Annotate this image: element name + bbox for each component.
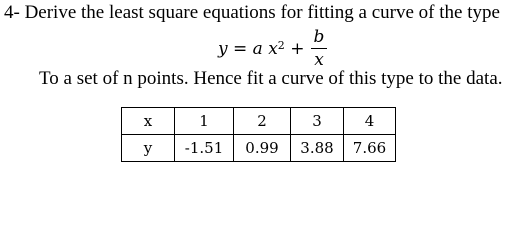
table-row-y	[122, 135, 396, 162]
problem-instruction: To a set of n points. Hence fit a curve of this type to the data.	[39, 68, 503, 89]
table-cell: 3.88	[291, 135, 344, 162]
table-cell: 7.66	[344, 135, 396, 162]
table-cell: 4	[344, 108, 396, 135]
table-cell: 2	[234, 108, 291, 135]
table-cell: -1.51	[175, 135, 234, 162]
data-table	[121, 107, 396, 162]
table-cell: 1	[175, 108, 234, 135]
equation-lhs	[218, 39, 304, 59]
table-cell: 0.99	[234, 135, 291, 162]
table-row-x	[122, 108, 396, 135]
equation-fraction	[311, 27, 327, 70]
equation-plus: +	[290, 39, 305, 59]
fraction-numerator: b	[313, 27, 325, 47]
fraction-bar	[311, 48, 327, 49]
equation-lhs-text: y = a x	[218, 39, 278, 59]
fraction-denominator: x	[314, 50, 324, 70]
row-label-y: y	[122, 135, 175, 162]
row-label-x: x	[122, 108, 175, 135]
table-cell: 3	[291, 108, 344, 135]
equation-exponent: 2	[277, 39, 285, 52]
problem-statement: 4- Derive the least square equations for fitting a curve of the type	[4, 2, 500, 23]
